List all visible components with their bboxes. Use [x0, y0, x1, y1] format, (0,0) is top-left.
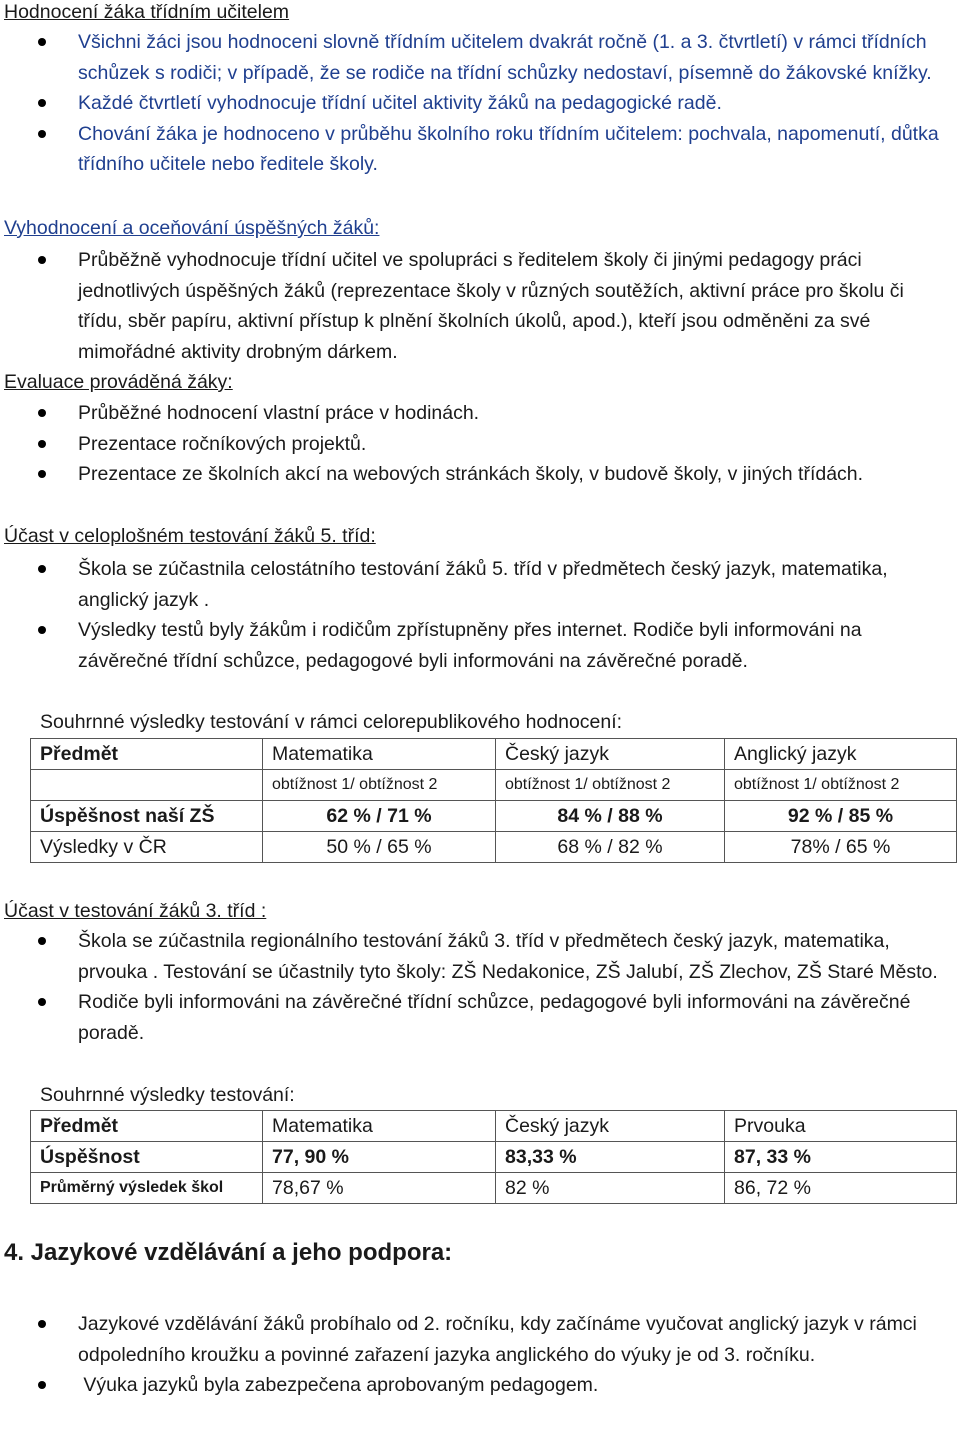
table-cell: Český jazyk	[496, 739, 725, 770]
bullet-icon	[38, 1320, 46, 1328]
bullet-icon	[38, 440, 46, 448]
table-cell: 68 % / 82 %	[496, 832, 725, 863]
table-cell: Úspěšnost	[31, 1142, 263, 1173]
table-row	[31, 739, 957, 770]
summary-label-5: Souhrnné výsledky testování v rámci celorepublikového hodnocení:	[40, 711, 623, 733]
table-cell: 62 % / 71 %	[263, 801, 496, 832]
results-table-5	[30, 738, 957, 863]
table-cell: Výsledky v ČR	[31, 832, 263, 863]
list-item: Průběžné hodnocení vlastní práce v hodinách.	[0, 398, 950, 429]
heading-evaluace: Evaluace prováděná žáky:	[4, 371, 233, 393]
table-cell: 87, 33 %	[725, 1142, 957, 1173]
heading-testovani-3: Účast v testování žáků 3. tříd :	[4, 900, 267, 922]
table-cell: 78% / 65 %	[725, 832, 957, 863]
bullet-icon	[38, 998, 46, 1006]
section-title-jazykove: 4. Jazykové vzdělávání a jeho podpora:	[4, 1239, 453, 1266]
bullet-icon	[38, 38, 46, 46]
list-item: Každé čtvrtletí vyhodnocuje třídní učitel aktivity žáků na pedagogické radě.	[0, 88, 950, 119]
table-cell: Český jazyk	[496, 1111, 725, 1142]
table-cell: Anglický jazyk	[725, 739, 957, 770]
list-evaluace	[0, 398, 950, 490]
table-cell: 83,33 %	[496, 1142, 725, 1173]
table-cell: obtížnost 1/ obtížnost 2	[725, 770, 957, 801]
heading-vyhodnoceni: Vyhodnocení a oceňování úspěšných žáků:	[4, 217, 380, 239]
bullet-icon	[38, 565, 46, 573]
table-cell: 78,67 %	[263, 1173, 496, 1204]
table-row	[31, 832, 957, 863]
table-row	[31, 1142, 957, 1173]
list-item: Výsledky testů byly žákům i rodičům zpřístupněny přes internet. Rodiče byli informováni na závěrečné třídní schůzce, pedagogové byli informováni na závěrečné poradě.	[0, 615, 950, 676]
list-item: Všichni žáci jsou hodnoceni slovně třídním učitelem dvakrát ročně (1. a 3. čtvrtletí) v rámci třídních schůzek s rodiči; v případě, že se rodiče na třídní schůzky nedostaví, písemně do žákovské knížky.	[0, 27, 950, 88]
table-cell: obtížnost 1/ obtížnost 2	[263, 770, 496, 801]
list-item: Prezentace ročníkových projektů.	[0, 429, 950, 460]
list-item: Chování žáka je hodnoceno v průběhu školního roku třídním učitelem: pochvala, napomenutí, důtka třídního učitele nebo ředitele školy.	[0, 119, 950, 180]
bullet-icon	[38, 626, 46, 634]
table-cell: 77, 90 %	[263, 1142, 496, 1173]
table-row	[31, 801, 957, 832]
bullet-icon	[38, 256, 46, 264]
list-item: Průběžně vyhodnocuje třídní učitel ve spolupráci s ředitelem školy či jinými pedagogy práci jednotlivých úspěšných žáků (reprezentace školy v různých soutěžích, aktivní práce pro školu či třídu, sběr papíru, aktivní přístup k plnění školních úkolů, apod.), kteří jsou odměněni za své mimořádné aktivity drobným dárkem.	[0, 245, 950, 367]
list-item: Výuka jazyků byla zabezpečena aprobovaným pedagogem.	[0, 1370, 950, 1401]
list-item: Škola se zúčastnila celostátního testování žáků 5. tříd v předmětech český jazyk, matematika, anglický jazyk .	[0, 554, 950, 615]
summary-label-3: Souhrnné výsledky testování:	[40, 1084, 295, 1106]
table-cell: Prvouka	[725, 1111, 957, 1142]
heading-hodnoceni: Hodnocení žáka třídním učitelem	[4, 1, 290, 23]
bullet-icon	[38, 130, 46, 138]
list-item: Rodiče byli informováni na závěrečné třídní schůzce, pedagogové byli informováni na závěrečné poradě.	[0, 987, 950, 1048]
table-cell: Matematika	[263, 739, 496, 770]
table-row	[31, 1111, 957, 1142]
table-cell: 82 %	[496, 1173, 725, 1204]
list-item: Jazykové vzdělávání žáků probíhalo od 2. ročníku, kdy začínáme vyučovat anglický jazyk v rámci odpoledního kroužku a povinné zařazení jazyka anglického do výuky je od 3. ročníku.	[0, 1309, 950, 1370]
table-row	[31, 1173, 957, 1204]
table-cell: Předmět	[31, 739, 263, 770]
bullet-icon	[38, 1381, 46, 1389]
list-testovani-3	[0, 926, 950, 1048]
list-item: Škola se zúčastnila regionálního testování žáků 3. tříd v předmětech český jazyk, matematika, prvouka . Testování se účastnily tyto školy: ZŠ Nedakonice, ZŠ Jalubí, ZŠ Zlechov, ZŠ Staré Město.	[0, 926, 950, 987]
table-cell: Průměrný výsledek škol	[31, 1173, 263, 1204]
table-cell: 92 % / 85 %	[725, 801, 957, 832]
table-cell: 86, 72 %	[725, 1173, 957, 1204]
table-row	[31, 770, 957, 801]
list-item: Prezentace ze školních akcí na webových stránkách školy, v budově školy, v jiných třídách.	[0, 459, 950, 490]
table-cell: 50 % / 65 %	[263, 832, 496, 863]
table-cell: Úspěšnost naší ZŠ	[31, 801, 263, 832]
table-cell: Předmět	[31, 1111, 263, 1142]
table-cell: obtížnost 1/ obtížnost 2	[496, 770, 725, 801]
list-hodnoceni	[0, 27, 950, 180]
bullet-icon	[38, 409, 46, 417]
results-table-3	[30, 1110, 957, 1204]
bullet-icon	[38, 470, 46, 478]
list-testovani-5	[0, 554, 950, 676]
table-cell	[31, 770, 263, 801]
table-cell: 84 % / 88 %	[496, 801, 725, 832]
bullet-icon	[38, 937, 46, 945]
table-cell: Matematika	[263, 1111, 496, 1142]
heading-testovani-5: Účast v celoplošném testování žáků 5. tříd:	[4, 525, 376, 547]
list-vyhodnoceni	[0, 245, 950, 367]
list-jazykove	[0, 1309, 950, 1401]
bullet-icon	[38, 99, 46, 107]
